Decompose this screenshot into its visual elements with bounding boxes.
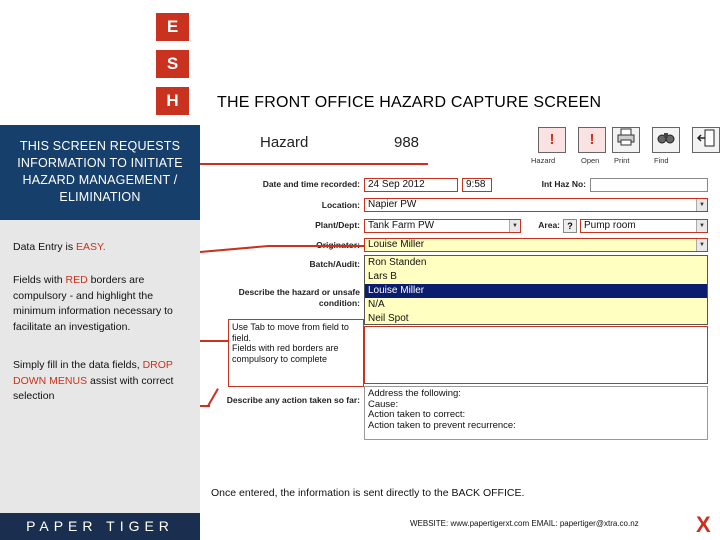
describe-action-label: Describe any action taken so far: — [226, 395, 360, 405]
required-fields-note: Fields with RED borders are compulsory - and highlight the minimum information necessary to facilitate an investigation. — [13, 274, 173, 333]
location-label: Location: — [321, 200, 360, 210]
find-label: Find — [654, 156, 669, 165]
esh-letter-e: E — [156, 13, 189, 41]
slide-title: THE FRONT OFFICE HAZARD CAPTURE SCREEN — [217, 94, 602, 111]
callout-arrow — [268, 245, 364, 247]
date-field[interactable]: 24 Sep 2012 — [364, 178, 458, 192]
area-label: Area: — [538, 220, 560, 230]
location-value: Napier PW — [368, 199, 417, 210]
time-field[interactable]: 9:58 — [462, 178, 492, 192]
binoculars-icon — [656, 128, 676, 146]
callout-arrow — [200, 405, 210, 407]
action-taken-textarea[interactable] — [364, 386, 708, 440]
exit-door-icon — [696, 128, 716, 148]
hazard-number: 988 — [394, 134, 420, 151]
originator-value: Louise Miller — [368, 239, 425, 250]
chevron-down-icon[interactable]: ▼ — [696, 239, 707, 251]
find-button[interactable] — [652, 127, 680, 153]
area-help-button[interactable]: ? — [563, 219, 577, 233]
open-button[interactable]: ! — [578, 127, 606, 153]
originator-dropdown-list[interactable] — [364, 255, 708, 325]
plant-dept-value: Tank Farm PW — [368, 220, 435, 231]
open-label: Open — [581, 156, 600, 165]
print-button[interactable] — [612, 127, 640, 153]
intro-box: THIS SCREEN REQUESTS INFORMATION TO INITIATE HAZARD MANAGEMENT / ELIMINATION — [0, 125, 200, 220]
plant-dept-select[interactable] — [364, 219, 521, 233]
tab-hint-tooltip: Use Tab to move from field to field. Fields with red borders are compulsory to complete — [228, 319, 364, 387]
originator-select[interactable] — [364, 238, 708, 252]
callout-arrow — [200, 163, 428, 165]
list-item[interactable]: Lars B — [368, 271, 397, 282]
datetime-label: Date and time recorded: — [262, 179, 360, 189]
list-item[interactable]: Ron Standen — [368, 257, 427, 268]
callout-arrow — [200, 340, 228, 342]
list-item-selected[interactable]: Louise Miller — [365, 284, 707, 298]
footer-note: Once entered, the information is sent directly to the BACK OFFICE. — [211, 487, 525, 499]
location-select[interactable] — [364, 198, 708, 212]
form-title: Hazard — [260, 134, 309, 151]
chevron-down-icon[interactable]: ▼ — [696, 199, 707, 211]
list-item[interactable]: Neil Spot — [368, 313, 409, 324]
hazard-description-textarea[interactable] — [364, 326, 708, 384]
print-label: Print — [614, 156, 630, 165]
plant-dept-label: Plant/Dept: — [315, 220, 360, 230]
action-taken-text: Address the following: Cause: Action taken to correct: Action taken to prevent recurrence: — [368, 388, 516, 431]
new-hazard-button[interactable]: ! — [538, 127, 566, 153]
int-haz-no-label: Int Haz No: — [541, 179, 586, 189]
area-value: Pump room — [584, 220, 636, 231]
new-hazard-label: Hazard — [531, 156, 556, 165]
chevron-down-icon[interactable]: ▼ — [509, 220, 520, 232]
esh-letter-s: S — [156, 50, 189, 78]
chevron-down-icon[interactable]: ▼ — [696, 220, 707, 232]
describe-hazard-label: Describe the hazard or unsafe condition: — [238, 287, 360, 308]
paper-tiger-logo: PAPER TIGER — [0, 513, 200, 540]
contact-info: WEBSITE: www.papertigerxt.com EMAIL: papertiger@xtra.co.nz — [410, 519, 639, 528]
esh-letter-h: H — [156, 87, 189, 115]
list-item[interactable]: N/A — [368, 299, 385, 310]
data-entry-note: Data Entry is EASY. — [13, 241, 106, 253]
printer-icon — [616, 128, 636, 146]
batch-audit-label: Batch/Audit: — [309, 259, 360, 269]
dropdown-note: Simply fill in the data fields, DROP DOWN MENUS assist with correct selection — [13, 359, 174, 402]
exit-button[interactable] — [692, 127, 720, 153]
close-icon[interactable]: X — [696, 512, 711, 537]
area-select[interactable] — [580, 219, 708, 233]
int-haz-no-field[interactable] — [590, 178, 708, 192]
